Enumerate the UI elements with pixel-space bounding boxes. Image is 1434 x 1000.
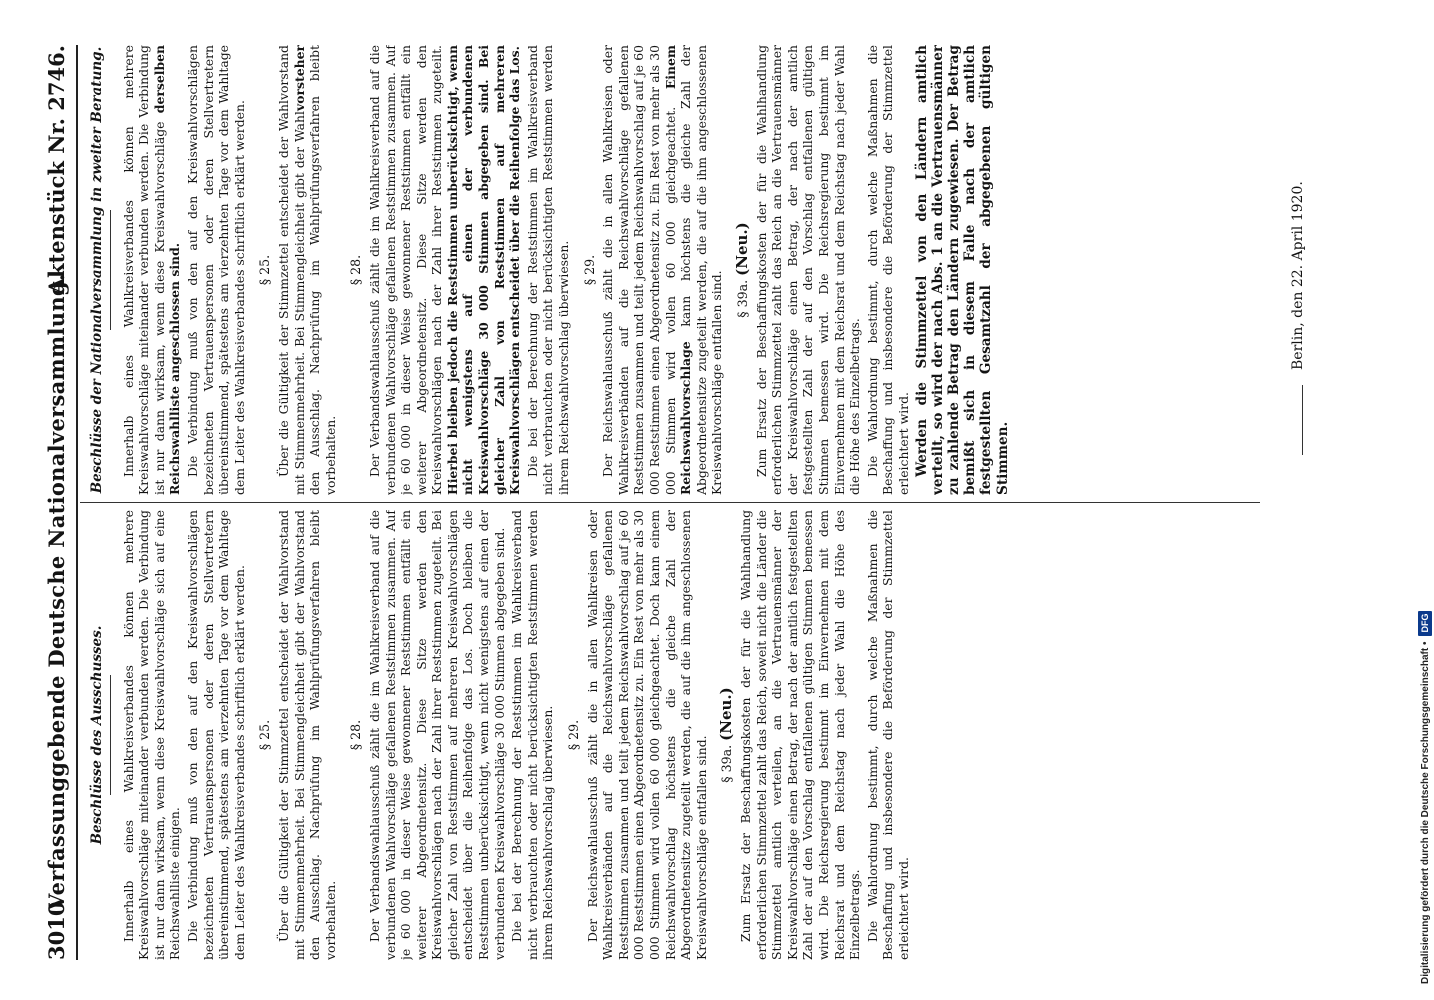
paragraph-number (719, 510, 735, 960)
paragraph-text (600, 45, 725, 495)
paragraph-text (865, 45, 912, 495)
column-divider (80, 502, 1260, 503)
paragraph-number (257, 45, 273, 495)
paragraph-run: Innerhalb eines Wahlkreisverbandes können mehrere Kreiswahlvorschläge miteinander verbunden werden. Die Verbindung ist nur dann wirksam, wenn diese Kreiswahlvorschläge sich auf eine Reichswahlliste einigen. (120, 510, 183, 960)
paragraph-number (732, 45, 751, 495)
right-column-heading: Beschlüsse der Nationalversammlung in zweiter Beratung. (89, 46, 105, 494)
paragraph-text (121, 45, 183, 495)
dateline: Berlin, den 22. April 1920. (1290, 181, 1306, 370)
paragraph-text (185, 510, 247, 960)
section-sign: § 25. (257, 254, 273, 286)
paragraph-text (276, 510, 338, 960)
paragraph-run: Innerhalb eines Wahlkreisverbandes können mehrere Kreiswahlvorschläge miteinander verbunden werden. Die Verbindung ist nur dann wirksam, wenn diese Kreiswahlvorschläge (120, 45, 167, 495)
paragraph-text (276, 45, 338, 495)
heading-rule (110, 210, 111, 330)
new-marker: (Neu.) (732, 222, 751, 276)
paragraph-run: Zum Ersatz der Beschaffungskosten der für die Wahlhandlung erforderlichen Stimmzettel zahlt das Reich an die Vertrauensmänner der Kreiswahlvorschläge einen Betrag, der nach der amtlich festgestellten Zahl der auf den Vorschlag entfallenen gültigen Stimmen bemessen wird. Die Reichsregierung bestimmt im Einvernehmen mit dem Reichsrat und dem Reichstag nach jeder Wahl die Höhe des Einzelbetrags. (753, 45, 863, 495)
aktenstueck-number: Aktenstück Nr. 2746. (44, 45, 69, 295)
section-sign: § 29. (581, 254, 597, 286)
right-column (88, 45, 1308, 495)
section-sign: § 25. (257, 719, 273, 751)
sidebar-text (1418, 4, 1434, 984)
section-sign: § 28. (348, 254, 364, 286)
paragraph-run: Die Wahlordnung bestimmt, durch welche Maßnahmen die Beschaffung und insbesondere die Beförderung der Stimmzettel erleichtert wird. (864, 45, 911, 495)
paragraph-text (754, 45, 863, 495)
paragraph-text (367, 510, 507, 960)
paragraph-run: Werden die Stimmzettel von den Ländern amtlich verteilt, so wird der nach Abs. 1 an die Vertrauensmänner zu zahlende Betrag den Ländern zugewiesen. Der Betrag bemißt sich in diesem Falle nach der amtlich festgestellten Gesamtzahl der abgegebenen gültigen Stimmen. (913, 45, 1011, 495)
page-number: 3010 (44, 901, 69, 960)
bold-amendment: Hierbei bleiben jedoch die Reststimmen unberücksichtigt, wenn nicht wenigstens auf einen der verbundenen Kreiswahlvorschläge 30 000 Stimmen abgegeben sind. Bei gleicher Zahl von Reststimmen auf mehreren Kreiswahlvorschlägen entscheidet über die Reihenfolge das Los. (444, 45, 523, 495)
paragraph-run: Die bei der Berechnung der Reststimmen im Wahlkreisverband nicht verbrauchten oder nicht berücksichtigten Reststimmen werden ihrem Reichswahlvorschlag überwiesen. (524, 45, 572, 495)
paragraph-text (914, 45, 1011, 495)
paragraph-run: Zum Ersatz der Beschaffungskosten der für die Wahlhandlung erforderlichen Stimmzettel zahlt das Reich, soweit nicht die Länder die Stimmzettel amtlich verteilen, an die Vertrauensmänner der Kreiswahlvorschläge einen Betrag, der nach der amtlich festgestellten Zahl der auf den Vorschlag entfallenen gültigen Stimmen bemessen wird. Die Reichsregierung bestimmt im Einvernehmen mit dem Reichsrat und dem Reichstag nach jeder Wahl die Höhe des Einzelbetrags. (737, 510, 863, 960)
section-sign: § 28. (348, 719, 364, 751)
paragraph-run: Der Verbandswahlausschuß zählt die im Wahlkreisverband auf die verbundenen Wahlvorschläge gefallenen Reststimmen zusammen. Auf je 60 000 in dieser Weise gewonnener Reststimmen entfällt ein weiterer Abgeordnetensitz. Diese Sitze werden den Kreiswahlvorschlägen nach der Zahl ihrer Reststimmen zugeteilt. Bei gleicher Zahl von Reststimmen auf mehreren Kreiswahlvorschlägen entscheidet über die Reihenfolge das Los. Doch bleiben die Reststimmen unberücksichtigt, wenn nicht wenigstens auf einen der verbundenen Kreiswahlvorschläge 30 000 Stimmen abgegeben sind. (366, 510, 507, 960)
left-column-heading: Beschlüsse des Ausschusses. (89, 625, 105, 845)
paragraph-text (509, 510, 556, 960)
paragraph-run: Die Wahlordnung bestimmt, durch welche Maßnahmen die Beschaffung und insbesondere die Beförderung der Stimmzettel erleichtert wird. (864, 510, 911, 960)
paragraph-run: Die Verbindung muß von den auf den Kreiswahlvorschlägen bezeichneten Vertrauenspersonen oder deren Stellvertretern übereinstimmend, spätestens am vierzehnten Tage vor dem Wahltage dem Leiter des Wahlkreisverbandes schriftlich erklärt werden. (184, 45, 247, 495)
paragraph-number (582, 45, 598, 495)
dateline-rule (1302, 385, 1303, 455)
paragraph-run: kann höchstens die gleiche Zahl der Abgeordnetensitze zugeteilt werden, die auf die ihm angeschlossenen Kreiswahlvorschläge entfallen sind. (678, 45, 725, 495)
paragraph-number (348, 45, 364, 495)
paragraph-run: Die Verbindung muß von den auf den Kreiswahlvorschlägen bezeichneten Vertrauenspersonen oder deren Stellvertretern übereinstimmend, spätestens am vierzehnten Tage vor dem Wahltage dem Leiter des Wahlkreisverbandes schriftlich erklärt werden. (184, 510, 247, 960)
paragraph-run: Der Verbandswahlausschuß zählt die im Wahlkreisverband auf die verbundenen Wahlvorschläge gefallenen Reststimmen zusammen. Auf je 60 000 in dieser Weise gewonnener Reststimmen entfällt ein weiterer Abgeordnetensitz. Diese Sitze werden den Kreiswahlvorschlägen nach der Zahl ihrer Reststimmen zugeteilt. (366, 45, 445, 495)
heading-rule (110, 675, 111, 795)
paragraph-text (865, 510, 912, 960)
left-column (88, 510, 1308, 960)
page-header (38, 45, 78, 960)
section-sign: § 29. (566, 719, 582, 751)
paragraph-text (525, 45, 572, 495)
paragraph-run: Über die Gültigkeit der Stimmzettel entscheidet der Wahlvorstand mit Stimmenmehrheit. Bei Stimmengleichheit gibt der Wahlvorstand den Ausschlag. Nachprüfung im Wahlprüfungsverfahren bleibt vorbehalten. (275, 510, 338, 960)
section-sign: § 39a. (719, 744, 735, 783)
left-column-body (121, 510, 912, 960)
running-title: Verfassunggebende Deutsche Nationalversammlung. (44, 273, 69, 910)
bold-amendment: Einem Reichswahlvorschlage (662, 45, 694, 495)
paragraph-number (348, 510, 364, 960)
paragraph-number (257, 510, 273, 960)
bold-amendment: derselben Reichswahlliste angeschlossen sind. (151, 45, 183, 495)
section-sign: § 39a. (734, 279, 750, 318)
bold-amendment: vorsteher (291, 45, 307, 111)
paragraph-run: Die bei der Berechnung der Reststimmen im Wahlkreisverband nicht verbrauchten oder nicht berücksichtigten Reststimmen werden ihrem Reichswahlvorschlag überwiesen. (509, 510, 556, 960)
paragraph-text (185, 45, 247, 495)
dfg-logo: DFG (1418, 611, 1432, 636)
paragraph-text (121, 510, 183, 960)
paragraph-run: Über die Gültigkeit der Stimmzettel entscheidet der Wahlvorstand mit Stimmenmehrheit. Bei Stimmengleichheit gibt der Wahl (275, 45, 307, 495)
right-column-body (121, 45, 1011, 495)
paragraph-number (566, 510, 582, 960)
paragraph-run: den Ausschlag. Nachprüfung im Wahlprüfungsverfahren bleibt vorbehalten. (307, 45, 338, 495)
paragraph-text (367, 45, 523, 495)
paragraph-run: Der Reichswahlausschuß zählt die in allen Wahlkreisen oder Wahlkreisverbänden auf die Reichswahlvorschläge gefallenen Reststimmen zusammen und teilt jedem Reichswahlvorschlag auf je 60 000 Reststimmen einen Abgeordnetensitz zu. Ein Rest von mehr als 30 000 Stimmen wird vollen 60 000 gleichgeachtet. Doch kann einem Reichswahlvorschlag höchstens die gleiche Zahl der Abgeordnetensitze zugeteilt werden, die auf die ihm angeschlossenen Kreiswahlvorschläge entfallen sind. (584, 510, 709, 960)
header-rule (76, 45, 78, 960)
paragraph-text (585, 510, 710, 960)
dfg-sidebar (1414, 0, 1434, 1000)
digitization-note: Digitalisierung gefördert durch die Deutsche Forschungsgemeinschaft • (1420, 641, 1431, 984)
paragraph-run: Der Reichswahlausschuß zählt die in allen Wahlkreisen oder Wahlkreisverbänden auf die Reichswahlvorschläge gefallenen Reststimmen zusammen und teilt jedem Reichswahlvorschlag auf je 60 000 Reststimmen einen Abgeordnetensitz zu. Ein Rest von mehr als 30 000 Stimmen wird vollen 60 000 gleichgeachtet. (600, 45, 678, 495)
paragraph-text (738, 510, 863, 960)
new-marker: (Neu.) (717, 687, 736, 741)
